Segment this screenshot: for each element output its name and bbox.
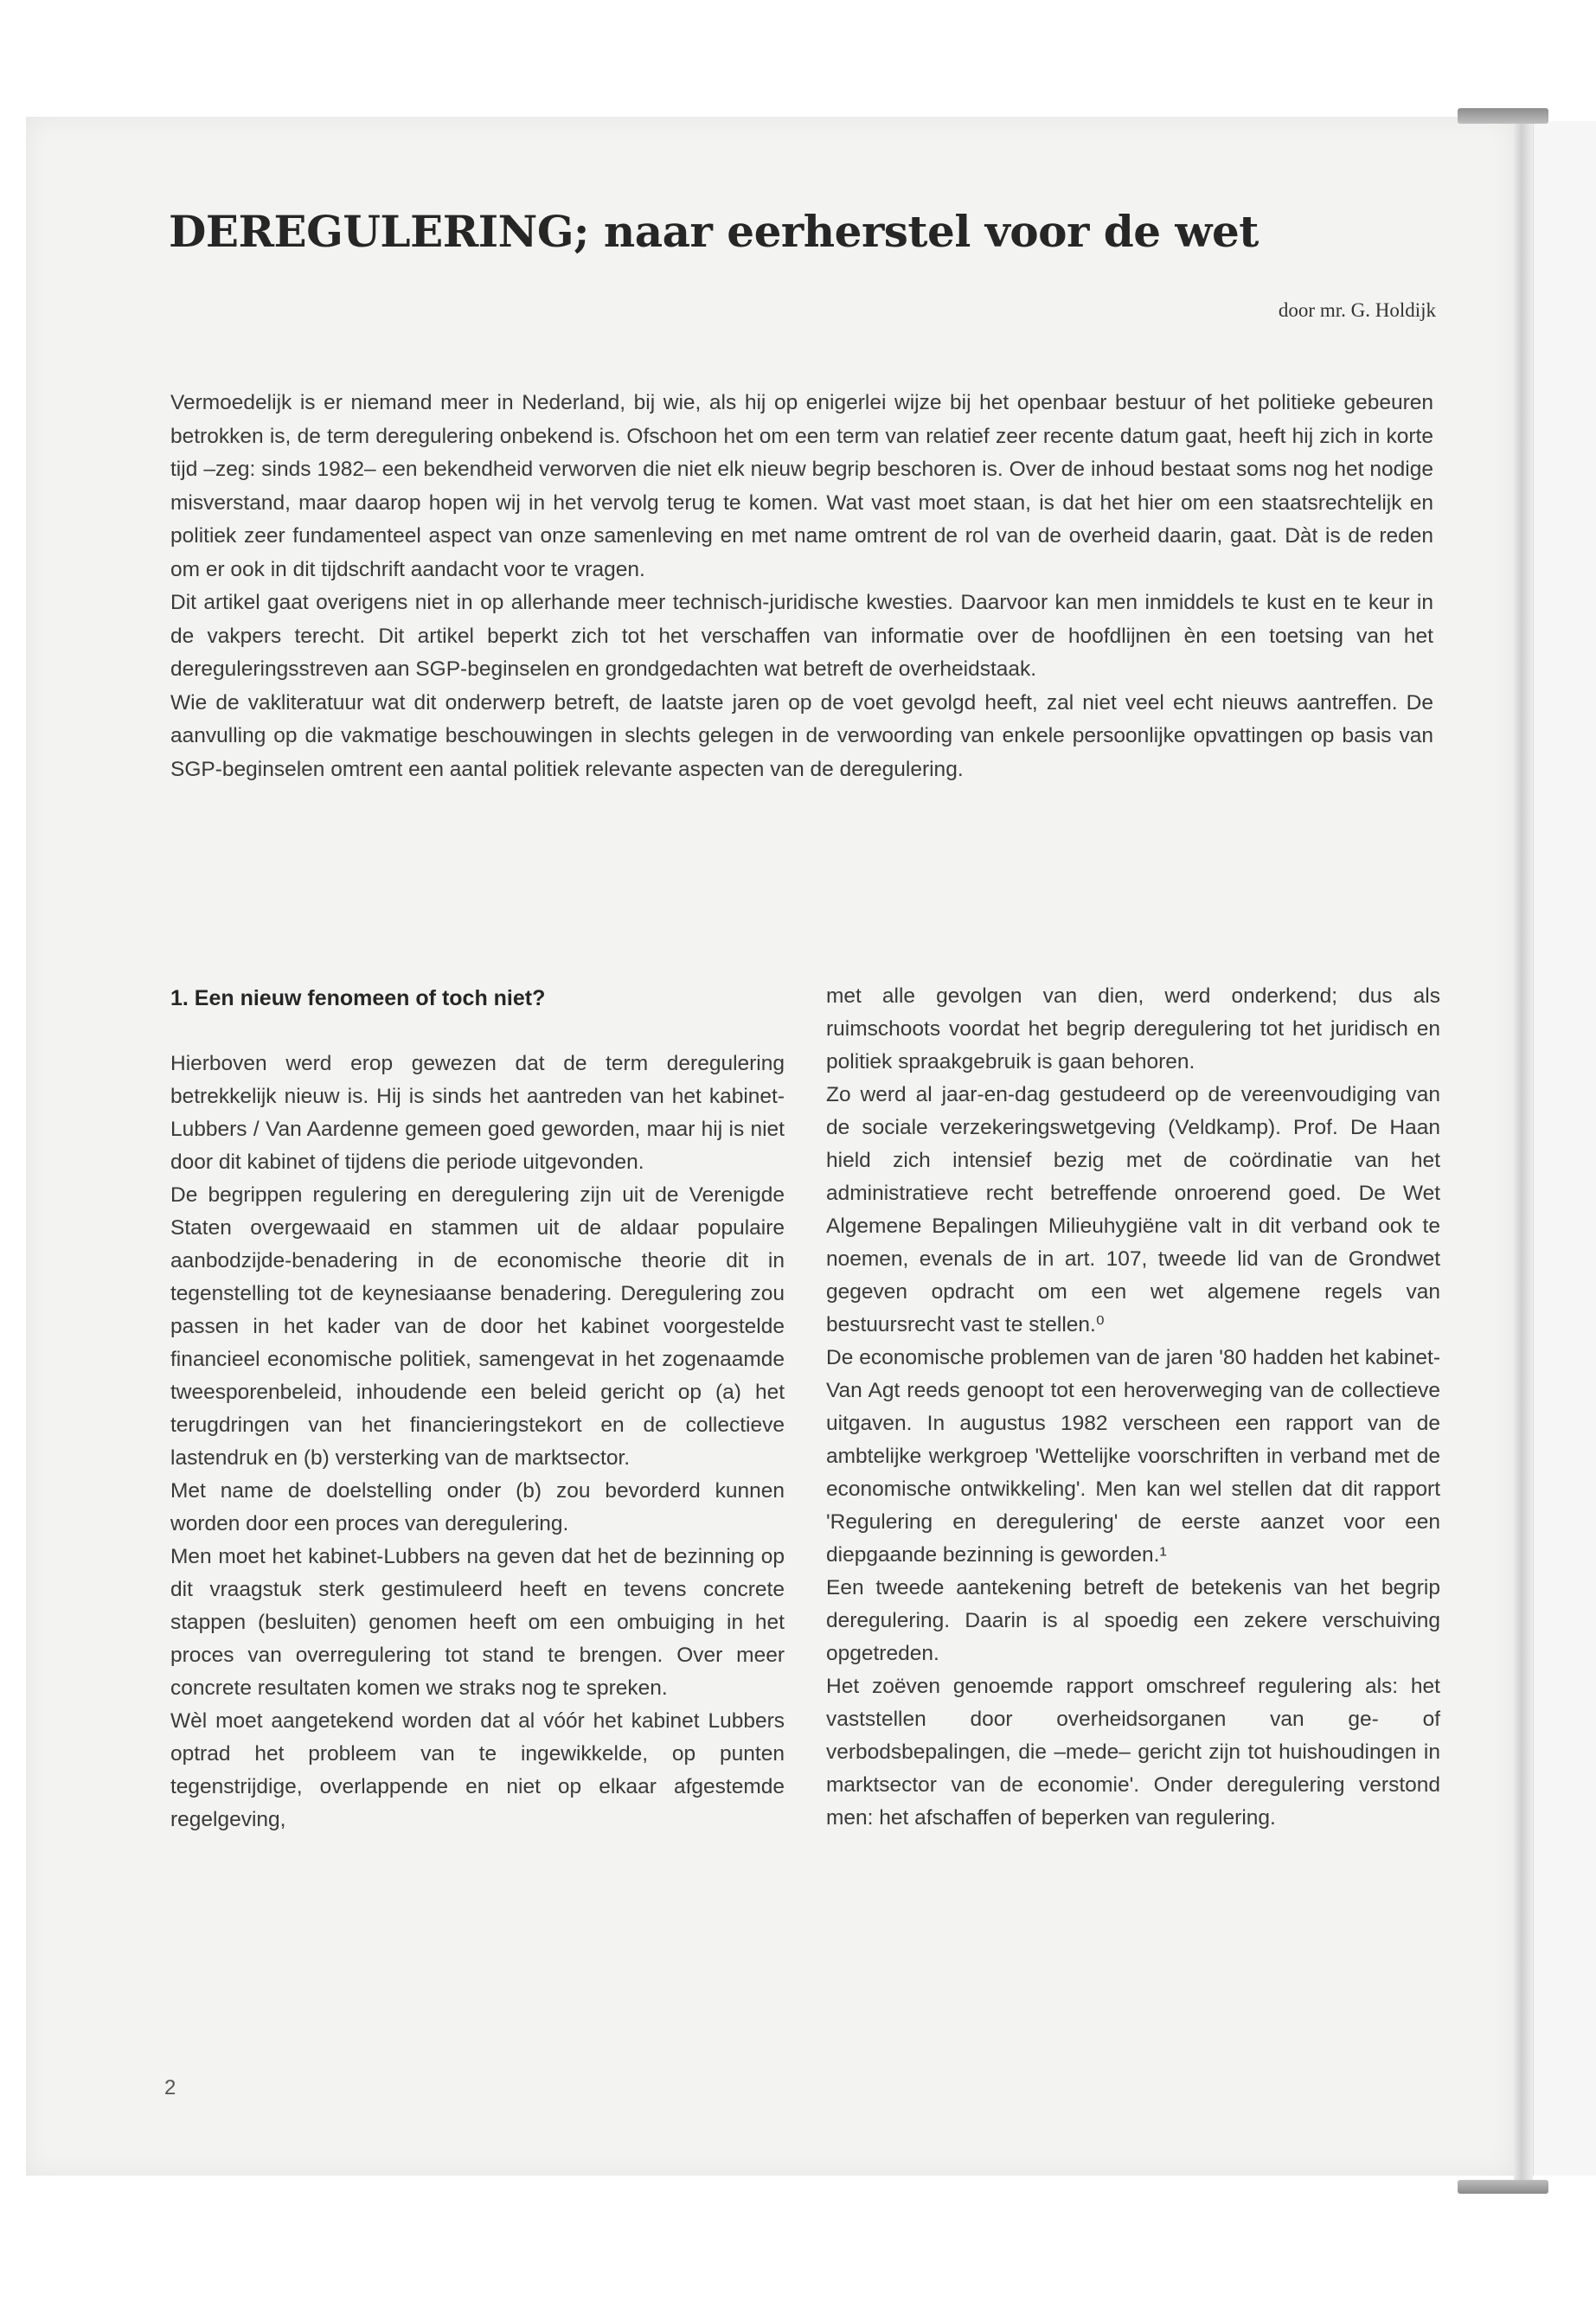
intro-paragraph: Dit artikel gaat overigens niet in op allerhande meer technisch-juridische kwesties. Daarvoor kan men inmiddels te kust en te keur in de vakpers terecht. Dit artikel beperkt zich tot het verschaffen van informatie over de hoofdlijnen èn een toetsing van het dereguleringsstreven aan SGP-beginselen en grondgedachten wat betreft de overheidstaak. <box>170 591 1433 681</box>
article-title: DEREGULERING; naar eerherstel voor de wet <box>169 206 1259 257</box>
body-paragraph: Een tweede aantekening betreft de betekenis van het begrip deregulering. Daarin is al spoedig een zekere verschuiving opgetreden. <box>826 1576 1440 1665</box>
section-heading: 1. Een nieuw fenomeen of toch niet? <box>170 986 546 1010</box>
body-paragraph: Met name de doelstelling onder (b) zou bevorderd kunnen worden door een proces van deregulering. <box>170 1479 785 1535</box>
left-column <box>170 982 785 1836</box>
body-paragraph: De begrippen regulering en deregulering zijn uit de Verenigde Staten overgewaaid en stammen uit de aldaar populaire aanbodzijde-benadering in de economische theorie dit in tegenstelling tot de keynesiaanse benadering. Deregulering zou passen in het kader van de door het kabinet voorgestelde financieel economische politiek, samengevat in het zogenaamde tweesporenbeleid, inhoudende een beleid gericht op (a) het terugdringen van het financieringstekort en de collectieve lastendruk en (b) versterking van de marktsector. <box>170 1183 785 1470</box>
body-paragraph: Wèl moet aangetekend worden dat al vóór het kabinet Lubbers optrad het probleem van te ingewikkelde, op punten tegenstrijdige, overlappende en niet op elkaar afgestemde regelgeving, <box>170 1709 785 1831</box>
body-paragraph: De economische problemen van de jaren '80 hadden het kabinet-Van Agt reeds genoopt tot een heroverweging van de collectieve uitgaven. In augustus 1982 verscheen een rapport van de ambtelijke werkgroep 'Wettelijke voorschriften in verband met de economische ontwikkeling'. Men kan wel stellen dat dit rapport 'Regulering en deregulering' de eerste aanzet voor een diepgaande bezinning is geworden.¹ <box>826 1346 1440 1567</box>
intro-paragraph: Wie de vakliteratuur wat dit onderwerp betreft, de laatste jaren op de voet gevolgd heeft, zal niet veel echt nieuws aantreffen. De aanvulling op die vakmatige beschouwingen in slechts gelegen in de verwoording van enkele persoonlijke opvattingen op basis van SGP-beginselen omtrent een aantal politiek relevante aspecten van de deregulering. <box>170 690 1433 781</box>
body-paragraph: met alle gevolgen van dien, werd onderkend; dus als ruimschoots voordat het begrip deregulering tot het juridisch en politiek spraakgebruik is gaan behoren. <box>826 984 1440 1074</box>
article-intro <box>170 387 1433 786</box>
adjacent-page-edge <box>1533 121 1596 2176</box>
article-author: door mr. G. Holdijk <box>1278 299 1436 321</box>
page-number: 2 <box>164 2076 176 2099</box>
right-column <box>826 980 1440 1835</box>
body-paragraph: Zo werd al jaar-en-dag gestudeerd op de vereenvoudiging van de sociale verzekeringswetgeving (Veldkamp). Prof. De Haan hield zich intensief bezig met de coördinatie van het administratieve recht betreffende onroerend goed. De Wet Algemene Bepalingen Milieuhygiëne valt in dit verband ook te noemen, evenals de in art. 107, tweede lid van de Grondwet gegeven opdracht om een wet algemene regels van bestuursrecht vast te stellen.⁰ <box>826 1083 1440 1336</box>
book-spine <box>1514 108 1533 2189</box>
spine-cap-bottom <box>1458 2180 1548 2194</box>
body-paragraph: Het zoëven genoemde rapport omschreef regulering als: het vaststellen door overheidsorganen van ge- of verbodsbepalingen, die –mede– gericht zijn tot huishoudingen in marktsector van de economie'. Onder deregulering verstond men: het afschaffen of beperken van regulering. <box>826 1675 1440 1830</box>
intro-paragraph: Vermoedelijk is er niemand meer in Nederland, bij wie, als hij op enigerlei wijze bij het openbaar bestuur of het politieke gebeuren betrokken is, de term deregulering onbekend is. Ofschoon het om een term van relatief zeer recente datum gaat, heeft hij zich in korte tijd –zeg: sinds 1982– een bekendheid verworven die niet elk nieuw begrip beschoren is. Over de inhoud bestaat soms nog het nodige misverstand, maar daarop hopen wij in het vervolg terug te komen. Wat vast moet staan, is dat het hier om een staatsrechtelijk en politiek zeer fundamenteel aspect van onze samenleving en met name omtrent de rol van de overheid daarin, gaat. Dàt is de reden om er ook in dit tijdschrift aandacht voor te vragen. <box>170 391 1433 581</box>
spine-cap-top <box>1458 108 1548 124</box>
body-paragraph: Men moet het kabinet-Lubbers na geven dat het de bezinning op dit vraagstuk sterk gestimuleerd heeft en tevens concrete stappen (besluiten) genomen heeft om een ombuiging in het proces van overregulering tot stand te brengen. Over meer concrete resultaten komen we straks nog te spreken. <box>170 1545 785 1700</box>
body-paragraph: Hierboven werd erop gewezen dat de term deregulering betrekkelijk nieuw is. Hij is sinds het aantreden van het kabinet-Lubbers / Van Aardenne gemeen goed geworden, maar hij is niet door dit kabinet of tijdens die periode uitgevonden. <box>170 1052 785 1174</box>
